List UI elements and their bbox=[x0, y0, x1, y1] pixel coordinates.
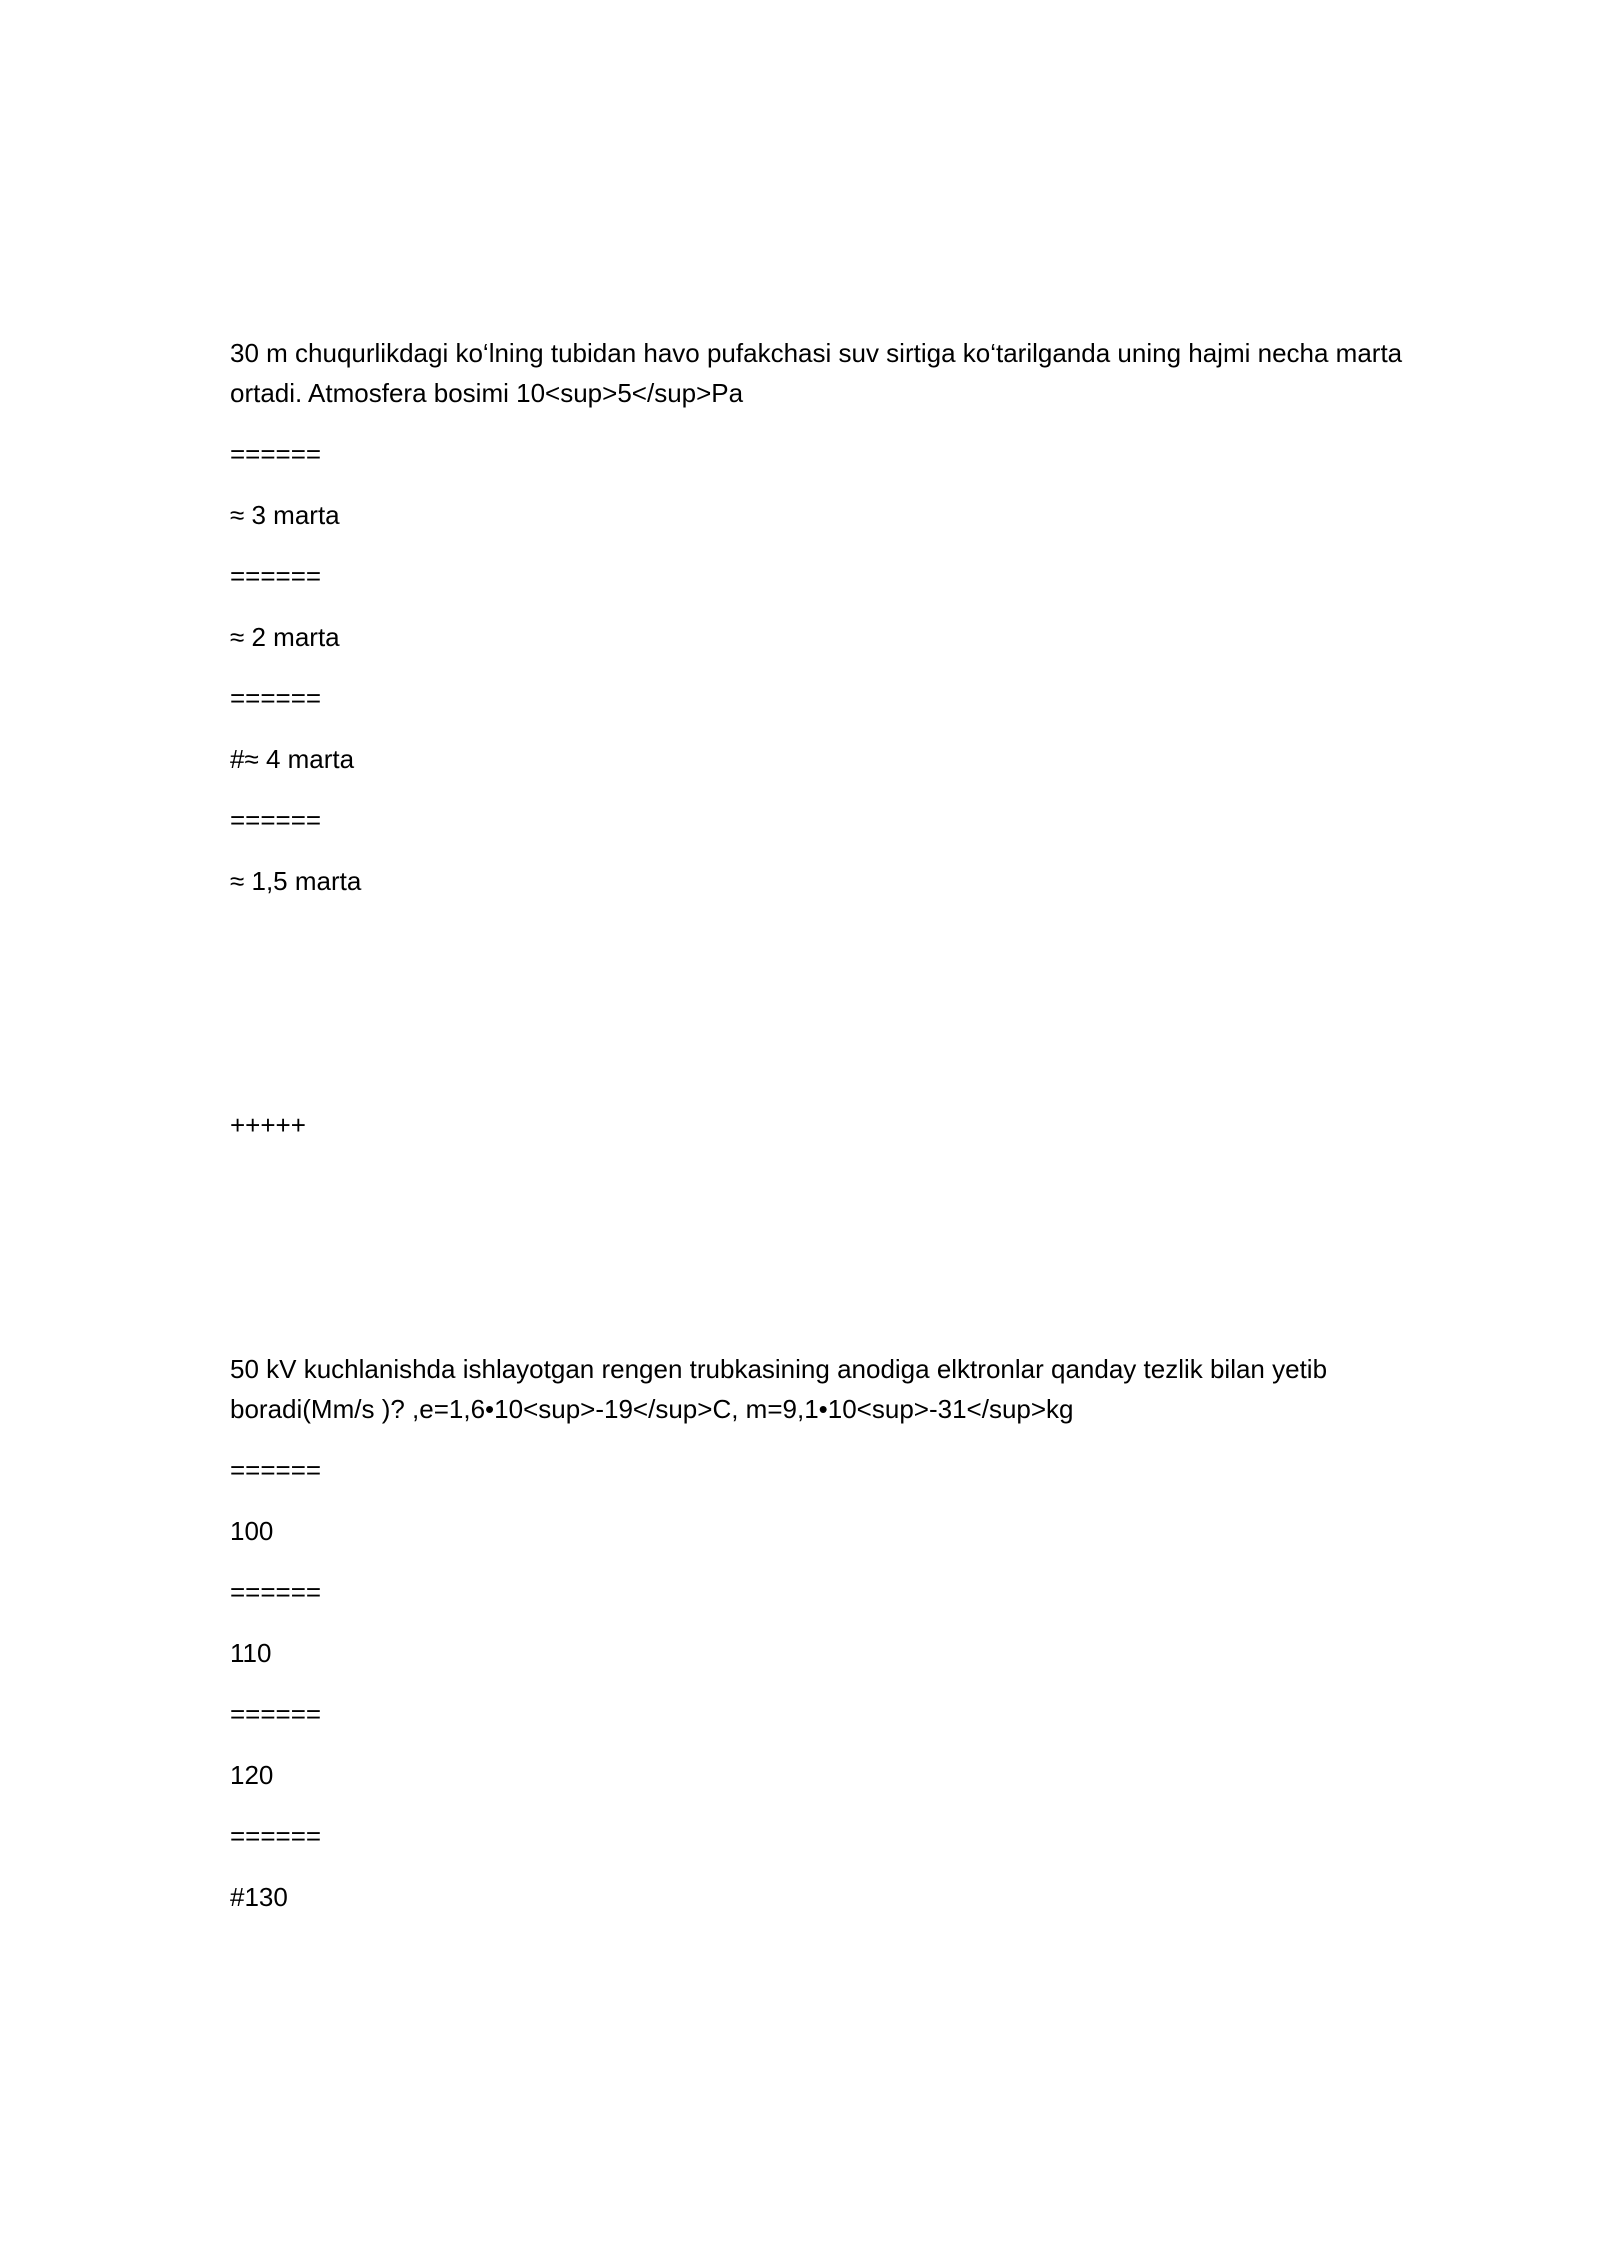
answer-option: 120 bbox=[230, 1760, 274, 1790]
answer-option-correct: #≈ 4 marta bbox=[230, 744, 355, 774]
separator: ====== bbox=[230, 1699, 322, 1729]
answer-option-correct: #130 bbox=[230, 1882, 288, 1912]
separator: ====== bbox=[230, 439, 322, 469]
answer-option: ≈ 2 marta bbox=[230, 622, 340, 652]
separator: ====== bbox=[230, 1455, 322, 1485]
answer-option: 110 bbox=[230, 1638, 272, 1668]
separator: ====== bbox=[230, 561, 322, 591]
question-2-text-line-2: boradi(Mm/s )? ,e=1,6•10<sup>-19</sup>C, m=9,1•10<sup>-31</sup>kg bbox=[230, 1394, 1074, 1424]
answer-option: 100 bbox=[230, 1516, 274, 1546]
separator: ====== bbox=[230, 1577, 322, 1607]
question-1-text-line-2: ortadi. Atmosfera bosimi 10<sup>5</sup>Pa bbox=[230, 378, 744, 408]
question-1-text-line-1: 30 m chuqurlikdagi ko‘lning tubidan havo pufakchasi suv sirtiga ko‘tarilganda uning hajmi necha marta bbox=[230, 338, 1403, 368]
answer-option: ≈ 3 marta bbox=[230, 500, 340, 530]
answer-option: ≈ 1,5 marta bbox=[230, 866, 362, 896]
separator: ====== bbox=[230, 805, 322, 835]
separator: ====== bbox=[230, 683, 322, 713]
question-divider: +++++ bbox=[230, 1110, 306, 1140]
question-2-text-line-1: 50 kV kuchlanishda ishlayotgan rengen trubkasining anodiga elktronlar qanday tezlik bilan yetib bbox=[230, 1354, 1328, 1384]
separator: ====== bbox=[230, 1821, 322, 1851]
